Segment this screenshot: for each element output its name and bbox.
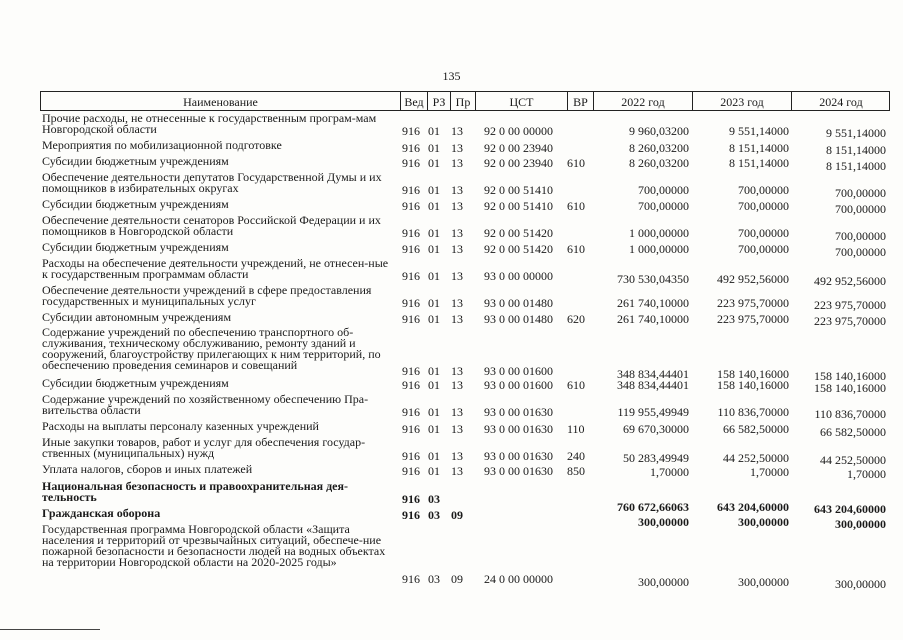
row-name: Субсидии бюджетным учреждениям bbox=[42, 197, 229, 211]
row-name: Обеспечение деятельности учреждений в сфере предоставления государственных и муниципальных услуг bbox=[42, 283, 372, 308]
row-cst: 93 0 00 01630 bbox=[484, 422, 553, 436]
row-2023: 300,00000 bbox=[738, 575, 789, 589]
row-2023: 9 551,14000 bbox=[729, 124, 789, 138]
row-2022: 348 834,44401 bbox=[617, 367, 689, 381]
row-2023: 492 952,56000 bbox=[717, 272, 789, 286]
row-2023: 44 252,50000 bbox=[723, 451, 789, 465]
row-ved: 916 bbox=[402, 364, 420, 378]
table-row bbox=[0, 522, 903, 591]
row-2023: 8 151,14000 bbox=[729, 156, 789, 170]
table-row bbox=[0, 392, 903, 421]
row-pr: 13 bbox=[451, 378, 463, 392]
row-2022: 730 530,04350 bbox=[617, 272, 689, 286]
header-pr: Пр bbox=[450, 92, 475, 110]
row-cst: 93 0 00 01630 bbox=[484, 405, 553, 419]
row-rz: 01 bbox=[428, 226, 440, 240]
row-pr: 13 bbox=[451, 405, 463, 419]
row-name: Иные закупки товаров, работ и услуг для обеспечения государ-ственных (муниципальных) нужд bbox=[42, 435, 366, 460]
table-row bbox=[0, 154, 903, 173]
page-number: 135 bbox=[442, 69, 461, 83]
row-pr: 13 bbox=[451, 124, 463, 138]
row-pr: 13 bbox=[451, 422, 463, 436]
header-vr: ВР bbox=[567, 92, 593, 110]
row-2022: 348 834,44401 bbox=[617, 378, 689, 392]
row-2024: 223 975,70000 bbox=[814, 298, 886, 312]
row-2022: 1,70000 bbox=[650, 465, 689, 479]
row-pr: 09 bbox=[451, 572, 463, 586]
row-ved: 916 bbox=[402, 199, 420, 213]
row-rz: 01 bbox=[428, 464, 440, 478]
row-2022: 1 000,00000 bbox=[629, 226, 689, 240]
row-2023: 8 151,14000 bbox=[729, 141, 789, 155]
row-pr: 13 bbox=[451, 141, 463, 155]
row-cst: 92 0 00 51410 bbox=[484, 183, 553, 197]
table-row bbox=[0, 138, 903, 157]
row-name: Государственная программа Новгородской области «Защита населения и территорий от чрезвычайных ситуаций, обеспече-ние пожарной безопасности и безопасности людей на водных объектах на территории Новгородской области на 2020-2025 годы» bbox=[42, 522, 386, 569]
row-cst: 92 0 00 51420 bbox=[484, 242, 553, 256]
row-2022: 1 000,00000 bbox=[629, 242, 689, 256]
row-2024: 158 140,16000 bbox=[814, 381, 886, 395]
row-2024: 700,00000 bbox=[835, 202, 886, 216]
row-rz: 01 bbox=[428, 156, 440, 170]
row-rz: 01 bbox=[428, 124, 440, 138]
row-cst: 92 0 00 51420 bbox=[484, 226, 553, 240]
row-2023: 223 975,70000 bbox=[717, 312, 789, 326]
row-cst: 93 0 00 01630 bbox=[484, 464, 553, 478]
row-2022: 700,00000 bbox=[638, 183, 689, 197]
row-vr: 110 bbox=[567, 422, 585, 436]
row-ved: 916 bbox=[402, 378, 420, 392]
row-vr: 610 bbox=[567, 156, 585, 170]
row-name: Расходы на выплаты персоналу казенных учреждений bbox=[42, 419, 319, 433]
row-2024: 8 151,14000 bbox=[826, 143, 886, 157]
row-ved: 916 bbox=[402, 269, 420, 283]
row-name: Уплата налогов, сборов и иных платежей bbox=[42, 462, 253, 476]
row-2024: 700,00000 bbox=[835, 229, 886, 243]
row-pr: 13 bbox=[451, 296, 463, 310]
table-row bbox=[0, 240, 903, 259]
row-rz: 03 bbox=[428, 492, 440, 506]
row-name: Мероприятия по мобилизационной подготовке bbox=[42, 138, 282, 152]
table-row bbox=[0, 462, 903, 481]
row-rz: 01 bbox=[428, 312, 440, 326]
row-2023: 223 975,70000 bbox=[717, 296, 789, 310]
row-pr: 13 bbox=[451, 226, 463, 240]
table-row bbox=[0, 256, 903, 288]
row-2024: 44 252,50000 bbox=[820, 453, 886, 467]
row-2022: 261 740,10000 bbox=[617, 312, 689, 326]
row-rz: 03 bbox=[428, 572, 440, 586]
row-2022: 760 672,66063 bbox=[617, 500, 689, 514]
row-2022: 50 283,49949 bbox=[623, 451, 689, 465]
row-cst: 93 0 00 01480 bbox=[484, 296, 553, 310]
row-cst: 93 0 00 01630 bbox=[484, 449, 553, 463]
row-2023: 300,00000 bbox=[738, 515, 789, 529]
row-pr: 13 bbox=[451, 269, 463, 283]
footnote-divider bbox=[0, 629, 100, 630]
table-row bbox=[0, 435, 903, 467]
row-2024: 700,00000 bbox=[835, 245, 886, 259]
row-2024: 110 836,70000 bbox=[814, 407, 886, 421]
row-name: Гражданская оборона bbox=[42, 506, 161, 520]
row-ved: 916 bbox=[402, 141, 420, 155]
row-cst: 92 0 00 23940 bbox=[484, 156, 553, 170]
row-ved: 916 bbox=[402, 405, 420, 419]
row-pr: 13 bbox=[451, 364, 463, 378]
row-cst: 24 0 00 00000 bbox=[484, 572, 553, 586]
table-row bbox=[0, 213, 903, 243]
row-rz: 01 bbox=[428, 364, 440, 378]
row-cst: 92 0 00 51410 bbox=[484, 199, 553, 213]
row-rz: 01 bbox=[428, 296, 440, 310]
header-2022: 2022 год bbox=[593, 92, 692, 110]
row-vr: 240 bbox=[567, 449, 585, 463]
row-2024: 158 140,16000 bbox=[814, 369, 886, 383]
row-2024: 1,70000 bbox=[847, 467, 886, 481]
row-name: Обеспечение деятельности депутатов Государственной Думы и их помощников в избирательных округах bbox=[42, 170, 382, 195]
row-cst: 93 0 00 00000 bbox=[484, 269, 553, 283]
row-ved: 916 bbox=[402, 156, 420, 170]
row-name: Расходы на обеспечение деятельности учреждений, не отнесен-ные к государственным программам области bbox=[42, 256, 389, 281]
row-2022: 8 260,03200 bbox=[629, 141, 689, 155]
row-name: Субсидии бюджетным учреждениям bbox=[42, 376, 229, 390]
row-pr: 09 bbox=[451, 508, 463, 522]
row-2022: 300,00000 bbox=[638, 515, 689, 529]
row-2024: 492 952,56000 bbox=[814, 274, 886, 288]
row-vr: 610 bbox=[567, 378, 585, 392]
header-cst: ЦСТ bbox=[475, 92, 567, 110]
row-ved: 916 bbox=[402, 242, 420, 256]
row-2023: 66 582,50000 bbox=[723, 422, 789, 436]
row-ved: 916 bbox=[402, 226, 420, 240]
row-name: Обеспечение деятельности сенаторов Российской Федерации и их помощников в Новгородской области bbox=[42, 213, 381, 238]
row-2022: 300,00000 bbox=[638, 575, 689, 589]
row-name: Субсидии бюджетным учреждениям bbox=[42, 240, 229, 254]
row-2023: 110 836,70000 bbox=[717, 405, 789, 419]
header-2023: 2023 год bbox=[692, 92, 791, 110]
row-cst: 93 0 00 01480 bbox=[484, 312, 553, 326]
row-pr: 13 bbox=[451, 464, 463, 478]
header-rz: РЗ bbox=[427, 92, 450, 110]
row-pr: 13 bbox=[451, 312, 463, 326]
row-pr: 13 bbox=[451, 242, 463, 256]
row-2022: 69 670,30000 bbox=[623, 422, 689, 436]
row-2024: 300,00000 bbox=[835, 577, 886, 591]
row-2024: 66 582,50000 bbox=[820, 425, 886, 439]
row-name: Прочие расходы, не отнесенные к государственным програм-мам Новгородской области bbox=[42, 111, 377, 136]
row-2023: 700,00000 bbox=[738, 183, 789, 197]
row-pr: 13 bbox=[451, 449, 463, 463]
row-ved: 916 bbox=[402, 296, 420, 310]
row-ved: 916 bbox=[402, 572, 420, 586]
row-2023: 700,00000 bbox=[738, 242, 789, 256]
table-row bbox=[0, 283, 903, 312]
table-row bbox=[0, 310, 903, 328]
table-row bbox=[0, 170, 903, 200]
row-2023: 158 140,16000 bbox=[717, 378, 789, 392]
row-2024: 8 151,14000 bbox=[826, 159, 886, 173]
row-pr: 13 bbox=[451, 156, 463, 170]
row-rz: 01 bbox=[428, 378, 440, 392]
row-ved: 916 bbox=[402, 312, 420, 326]
header-ved: Вед bbox=[400, 92, 427, 110]
table-row bbox=[0, 376, 903, 395]
row-2024: 300,00000 bbox=[835, 517, 886, 531]
row-rz: 01 bbox=[428, 183, 440, 197]
row-name: Субсидии автономным учреждениям bbox=[42, 310, 232, 324]
row-rz: 03 bbox=[428, 508, 440, 522]
row-2024: 643 204,60000 bbox=[814, 502, 886, 516]
row-2023: 158 140,16000 bbox=[717, 367, 789, 381]
row-vr: 610 bbox=[567, 242, 585, 256]
row-2023: 643 204,60000 bbox=[717, 500, 789, 514]
row-vr: 620 bbox=[567, 312, 585, 326]
row-ved: 916 bbox=[402, 508, 420, 522]
row-rz: 01 bbox=[428, 405, 440, 419]
row-2024: 223 975,70000 bbox=[814, 314, 886, 328]
row-rz: 01 bbox=[428, 422, 440, 436]
row-name: Национальная безопасность и правоохранительная дея-тельность bbox=[42, 479, 348, 504]
row-name: Содержание учреждений по хозяйственному обеспечению Пра-вительства области bbox=[42, 392, 369, 417]
row-pr: 13 bbox=[451, 199, 463, 213]
table-row bbox=[0, 197, 903, 216]
row-2022: 700,00000 bbox=[638, 199, 689, 213]
table-header bbox=[40, 91, 890, 111]
table-row bbox=[0, 111, 903, 140]
row-rz: 01 bbox=[428, 199, 440, 213]
row-2023: 700,00000 bbox=[738, 199, 789, 213]
row-rz: 01 bbox=[428, 269, 440, 283]
header-2024: 2024 год bbox=[791, 92, 890, 110]
row-name: Содержание учреждений по обеспечению транспортного об-служивания, техническому обслуживанию, ремонту зданий и сооружений, благоустройству прилегающих к ним территорий, по обеспечению проведения семинаров и совещаний bbox=[42, 325, 381, 372]
row-2022: 119 955,49949 bbox=[617, 405, 689, 419]
row-pr: 13 bbox=[451, 183, 463, 197]
row-ved: 916 bbox=[402, 183, 420, 197]
row-2022: 9 960,03200 bbox=[629, 124, 689, 138]
row-cst: 92 0 00 00000 bbox=[484, 124, 553, 138]
header-name: Наименование bbox=[183, 95, 258, 109]
row-vr: 610 bbox=[567, 199, 585, 213]
row-2024: 9 551,14000 bbox=[826, 126, 886, 140]
row-2022: 8 260,03200 bbox=[629, 156, 689, 170]
row-2023: 700,00000 bbox=[738, 226, 789, 240]
row-rz: 01 bbox=[428, 141, 440, 155]
table-row bbox=[0, 419, 903, 439]
row-ved: 916 bbox=[402, 422, 420, 436]
row-ved: 916 bbox=[402, 124, 420, 138]
row-2023: 1,70000 bbox=[750, 465, 789, 479]
row-cst: 92 0 00 23940 bbox=[484, 141, 553, 155]
row-rz: 01 bbox=[428, 449, 440, 463]
row-ved: 916 bbox=[402, 464, 420, 478]
row-ved: 916 bbox=[402, 449, 420, 463]
row-vr: 850 bbox=[567, 464, 585, 478]
row-2024: 700,00000 bbox=[835, 186, 886, 200]
row-ved: 916 bbox=[402, 492, 420, 506]
row-cst: 93 0 00 01600 bbox=[484, 378, 553, 392]
row-rz: 01 bbox=[428, 242, 440, 256]
row-name: Субсидии бюджетным учреждениям bbox=[42, 154, 229, 168]
row-cst: 93 0 00 01600 bbox=[484, 364, 553, 378]
row-2022: 261 740,10000 bbox=[617, 296, 689, 310]
